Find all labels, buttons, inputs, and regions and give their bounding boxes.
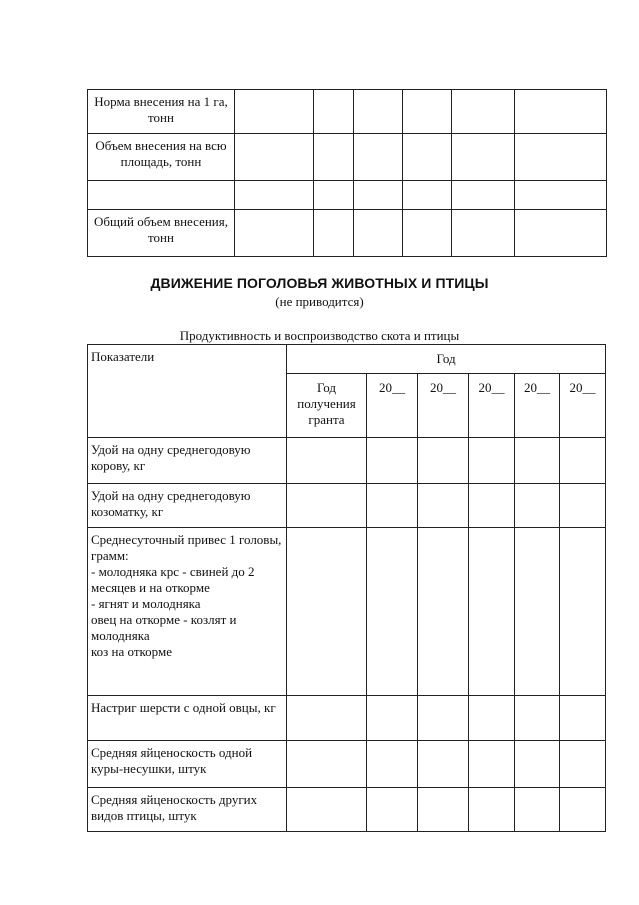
table-row [88, 484, 606, 528]
row-label: Норма внесения на 1 га, тонн [88, 90, 235, 134]
table-cell[interactable] [235, 210, 314, 257]
row-label: Средняя яйценоскость одной куры-несушки, штук [88, 741, 287, 788]
table-cell[interactable] [469, 484, 515, 528]
table-cell[interactable] [367, 741, 418, 788]
table-cell[interactable] [314, 134, 354, 181]
table-row [88, 90, 607, 134]
table-cell[interactable] [469, 528, 515, 696]
table-caption: Продуктивность и воспроизводство скота и птицы [179, 328, 460, 343]
fertilizer-table [87, 89, 607, 257]
header-year: Год [287, 345, 606, 374]
table-cell[interactable] [403, 181, 452, 210]
table-cell[interactable] [515, 741, 560, 788]
table-header-row [88, 345, 606, 374]
table-cell[interactable] [235, 181, 314, 210]
table-cell[interactable] [287, 484, 367, 528]
subheader-year: 20__ [418, 374, 469, 438]
table-cell[interactable] [367, 484, 418, 528]
table-cell[interactable] [403, 90, 452, 134]
subheader-year: 20__ [469, 374, 515, 438]
table-cell[interactable] [560, 696, 606, 741]
table-cell[interactable] [515, 696, 560, 741]
table-cell[interactable] [469, 696, 515, 741]
header-indicators: Показатели [88, 345, 287, 438]
table-row [88, 181, 607, 210]
table-cell[interactable] [403, 210, 452, 257]
table-cell[interactable] [287, 696, 367, 741]
table-cell[interactable] [354, 181, 403, 210]
table-cell[interactable] [515, 484, 560, 528]
subheader-grant-year: Год получения гранта [287, 374, 367, 438]
table-row [88, 741, 606, 788]
table-cell[interactable] [418, 696, 469, 741]
table-row [88, 438, 606, 484]
table-cell[interactable] [560, 788, 606, 832]
table-cell[interactable] [418, 528, 469, 696]
table-cell[interactable] [452, 90, 515, 134]
table-cell[interactable] [354, 210, 403, 257]
table-cell[interactable] [418, 788, 469, 832]
table-cell[interactable] [403, 134, 452, 181]
table-cell[interactable] [515, 181, 607, 210]
table-cell[interactable] [418, 438, 469, 484]
table-cell[interactable] [515, 210, 607, 257]
productivity-table [87, 344, 606, 832]
table-cell[interactable] [354, 90, 403, 134]
row-label: Настриг шерсти с одной овцы, кг [88, 696, 287, 741]
table-cell[interactable] [367, 696, 418, 741]
table-cell[interactable] [354, 134, 403, 181]
table-cell[interactable] [418, 484, 469, 528]
row-label: Объем внесения на всю площадь, тонн [88, 134, 235, 181]
table-cell[interactable] [560, 528, 606, 696]
table-cell[interactable] [287, 528, 367, 696]
table-cell[interactable] [560, 741, 606, 788]
table-cell[interactable] [314, 90, 354, 134]
table-row [88, 696, 606, 741]
table-cell[interactable] [367, 788, 418, 832]
table-cell[interactable] [452, 134, 515, 181]
table-cell[interactable] [560, 484, 606, 528]
table-cell[interactable] [235, 134, 314, 181]
table-cell[interactable] [560, 438, 606, 484]
subheader-year: 20__ [515, 374, 560, 438]
row-label: Общий объем внесения, тонн [88, 210, 235, 257]
table-cell[interactable] [287, 788, 367, 832]
row-label: Среднесуточный привес 1 головы, грамм: - молодняка крс - свиней до 2 месяцев и на откорме - ягнят и молодняка овец на откорме - козлят и молодняка коз на откорме [88, 528, 287, 696]
table-cell[interactable] [452, 210, 515, 257]
table-cell[interactable] [367, 438, 418, 484]
table-cell[interactable] [452, 181, 515, 210]
row-label [88, 181, 235, 210]
row-label: Средняя яйценоскость других видов птицы, штук [88, 788, 287, 832]
table-cell[interactable] [314, 181, 354, 210]
table-cell[interactable] [235, 90, 314, 134]
table-cell[interactable] [515, 90, 607, 134]
table-cell[interactable] [469, 741, 515, 788]
section-note: (не приводится) [275, 294, 364, 309]
section-title: ДВИЖЕНИЕ ПОГОЛОВЬЯ ЖИВОТНЫХ И ПТИЦЫ [150, 275, 489, 291]
table-cell[interactable] [515, 788, 560, 832]
row-label: Удой на одну среднегодовую козоматку, кг [88, 484, 287, 528]
table-cell[interactable] [314, 210, 354, 257]
row-label: Удой на одну среднегодовую корову, кг [88, 438, 287, 484]
table-cell[interactable] [515, 438, 560, 484]
table-cell[interactable] [287, 741, 367, 788]
table-row [88, 134, 607, 181]
table-cell[interactable] [515, 528, 560, 696]
table-cell[interactable] [469, 438, 515, 484]
subheader-year: 20__ [560, 374, 606, 438]
table-cell[interactable] [367, 528, 418, 696]
table-cell[interactable] [418, 741, 469, 788]
table-cell[interactable] [515, 134, 607, 181]
table-cell[interactable] [469, 788, 515, 832]
table-row [88, 528, 606, 696]
table-row [88, 210, 607, 257]
subheader-year: 20__ [367, 374, 418, 438]
table-cell[interactable] [287, 438, 367, 484]
table-row [88, 788, 606, 832]
